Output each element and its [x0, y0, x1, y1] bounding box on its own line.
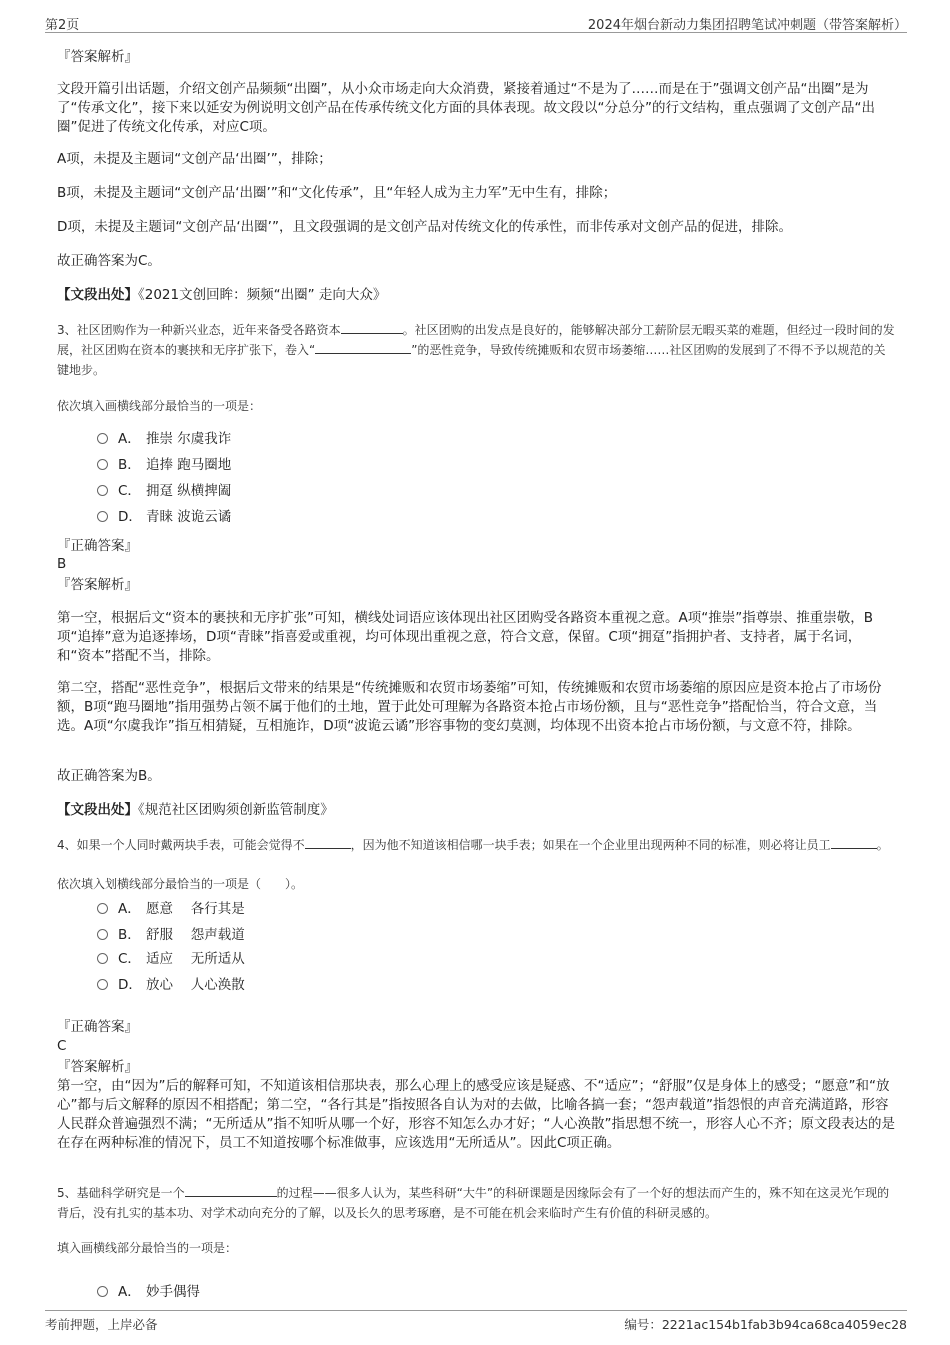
option-letter: C． [118, 483, 141, 499]
radio-icon[interactable] [97, 485, 108, 496]
option-c[interactable] [97, 948, 245, 970]
question-4-text [57, 835, 897, 855]
option-letter: B． [118, 457, 141, 473]
source-title: 《2021文创回眸：频频“出圈” 走向大众》 [138, 287, 387, 303]
analysis-paragraph: 第二空，搭配“恶性竞争”，根据后文带来的结果是“传统摊贩和农贸市场萎缩”可知，传统摊贩和农贸市场萎缩的原因应是资本抢占了市场份额，B项“跑马圈地”指用强势占领不属于他们的土地，置于此处可理解为各路资本抢占市场份额，且与“恶性竞争”搭配恰当，符合文意，当选。A项“尔虞我诈”指互相猜疑，互相施诈，D项“波诡云谲”形容事物的变幻莫测，均体现不出资本抢占市场份额，与文意不符，排除。 [57, 680, 882, 734]
source-line [57, 286, 895, 305]
answer-blank [341, 320, 403, 334]
correct-answer: C [57, 1038, 67, 1054]
question-text-part: 5、基础科学研究是一个 [57, 1186, 185, 1200]
answer-blank [831, 835, 877, 849]
page-header [45, 10, 907, 33]
option-text: 放心 人心涣散 [146, 977, 245, 993]
code-label: 编号： [624, 1317, 662, 1332]
question-5-prompt: 填入画横线部分最恰当的一项是： [57, 1241, 238, 1255]
analysis-conclusion: 故正确答案为C。 [57, 253, 161, 269]
question-text-part: 的过程——很多人认为，某些科研“大牛”的科研课题是因缘际会有了一个好的想法而产生的，殊不知在这灵光乍现的背后，没有扎实的基本功、对学术动向充分的了解，以及长久的思考琢磨，是不可能在机会来临时产生有价值的科研灵感的。 [57, 1186, 890, 1220]
question-3-prompt: 依次填入画横线部分最恰当的一项是： [57, 399, 262, 413]
question-text-part: 。 [876, 838, 889, 852]
option-text: 舒服 怨声载道 [146, 927, 245, 943]
radio-icon[interactable] [97, 511, 108, 522]
question-text-part: 。社区团购的出发点是良好的，能够解决部分工薪阶层无暇买菜的难题，但经过一段时间的发展，社区团购在资本的裹挟和无序扩张下，卷入“ [57, 323, 895, 357]
option-letter: A． [118, 901, 141, 917]
option-a[interactable] [97, 898, 245, 920]
analysis-option-b: B项，未提及主题词“文创产品‘出圈’”和“文化传承”，且“年轻人成为主力军”无中生有，排除； [57, 185, 617, 201]
analysis-label: 『答案解析』 [57, 1059, 138, 1075]
question-text-part: ，因为他不知道该相信哪一块手表；如果在一个企业里出现两种不同的标准，则必将让员工 [350, 838, 831, 852]
analysis-label: 『答案解析』 [57, 49, 138, 65]
option-letter: A． [118, 1284, 141, 1300]
answer-blank [305, 835, 351, 849]
radio-icon[interactable] [97, 459, 108, 470]
source-label: 【文段出处】 [57, 287, 138, 303]
radio-icon[interactable] [97, 953, 108, 964]
option-b[interactable] [97, 454, 231, 476]
radio-icon[interactable] [97, 903, 108, 914]
option-text: 青睐 波诡云谲 [146, 509, 232, 525]
option-a[interactable] [97, 1281, 200, 1303]
analysis-paragraph: 第一空，根据后文“资本的裹挟和无序扩张”可知，横线处词语应该体现出社区团购受各路资本重视之意。A项“推崇”指尊崇、推重崇敬，B项“追捧”意为追逐捧场，D项“青睐”指喜爱或重视，均可体现出重视之意，符合文意，保留。C项“拥趸”指拥护者、支持者，属于名词，和“资本”搭配不当，排除。 [57, 610, 873, 664]
analysis-paragraph: 第一空，由“因为”后的解释可知，不知道该相信那块表，那么心理上的感受应该是疑惑、不“适应”；“舒服”仅是身体上的感受；“愿意”和“放心”都与后文解释的原因不相搭配；第二空，“各行其是”指按照各自认为对的去做，比喻各搞一套；“怨声载道”指怨恨的声音充满道路，形容人民群众普遍强烈不满；“无所适从”指不知听从哪一个好，形容不知怎么办才好；“人心涣散”指思想不统一，形容人心不齐；原文段表达的是在存在两种标准的情况下，员工不知道按哪个标准做事，应该选用“无所适从”。因此C项正确。 [57, 1078, 895, 1151]
source-title: 《规范社区团购须创新监管制度》 [138, 802, 334, 818]
option-a[interactable] [97, 428, 231, 450]
option-text: 妙手偶得 [146, 1284, 200, 1300]
source-label: 【文段出处】 [57, 802, 138, 818]
option-d[interactable] [97, 506, 231, 528]
correct-answer-label: 『正确答案』 [57, 1019, 138, 1035]
page-number: 第2页 [45, 18, 80, 33]
question-text-part: 4、如果一个人同时戴两块手表，可能会觉得不 [57, 838, 305, 852]
option-text: 推崇 尔虞我诈 [146, 431, 232, 447]
question-text-part: 3、社区团购作为一种新兴业态，近年来备受各路资本 [57, 323, 341, 337]
source-line [57, 801, 895, 820]
analysis-option-d: D项，未提及主题词“文创产品‘出圈’”，且文段强调的是文创产品对传统文化的传承性，而非传承对文创产品的促进，排除。 [57, 219, 792, 235]
radio-icon[interactable] [97, 929, 108, 940]
option-letter: D． [118, 509, 142, 525]
radio-icon[interactable] [97, 433, 108, 444]
option-b[interactable] [97, 924, 245, 946]
question-3-text [57, 320, 897, 380]
option-letter: D． [118, 977, 142, 993]
question-text-part: ”的恶性竞争，导致传统摊贩和农贸市场萎缩……社区团购的发展到了不得不予以规范的关键地步。 [57, 343, 886, 377]
analysis-paragraph: 文段开篇引出话题，介绍文创产品频频“出圈”，从小众市场走向大众消费，紧接着通过“不是为了……而是在于”强调文创产品“出圈”是为了“传承文化”，接下来以延安为例说明文创产品在传承传统文化方面的具体表现。故文段以“分总分”的行文结构，重点强调了文创产品“出圈”促进了传统文化传承，对应C项。 [57, 81, 875, 135]
radio-icon[interactable] [97, 1286, 108, 1297]
option-letter: B． [118, 927, 141, 943]
option-text: 愿意 各行其是 [146, 901, 245, 917]
correct-answer: B [57, 556, 67, 572]
answer-blank [185, 1183, 277, 1197]
option-text: 适应 无所适从 [146, 951, 245, 967]
page-footer [45, 1310, 907, 1335]
option-d[interactable] [97, 974, 245, 996]
option-text: 追捧 跑马圈地 [146, 457, 232, 473]
option-letter: C． [118, 951, 141, 967]
analysis-conclusion: 故正确答案为B。 [57, 768, 161, 784]
code-value: 2221ac154b1fab3b94ca68ca4059ec28 [661, 1317, 907, 1332]
question-4-prompt: 依次填入划横线部分最恰当的一项是（ ）。 [57, 877, 304, 891]
document-title: 2024年烟台新动力集团招聘笔试冲刺题（带答案解析） [587, 18, 907, 33]
option-c[interactable] [97, 480, 231, 502]
correct-answer-label: 『正确答案』 [57, 538, 138, 554]
footer-slogan: 考前押题，上岸必备 [45, 1317, 158, 1332]
question-5-text [57, 1183, 897, 1223]
answer-blank [315, 340, 411, 354]
radio-icon[interactable] [97, 979, 108, 990]
option-letter: A． [118, 431, 141, 447]
document-code [624, 1315, 907, 1333]
analysis-option-a: A项，未提及主题词“文创产品‘出圈’”，排除； [57, 151, 332, 167]
analysis-label: 『答案解析』 [57, 577, 138, 593]
option-text: 拥趸 纵横捭阖 [146, 483, 232, 499]
